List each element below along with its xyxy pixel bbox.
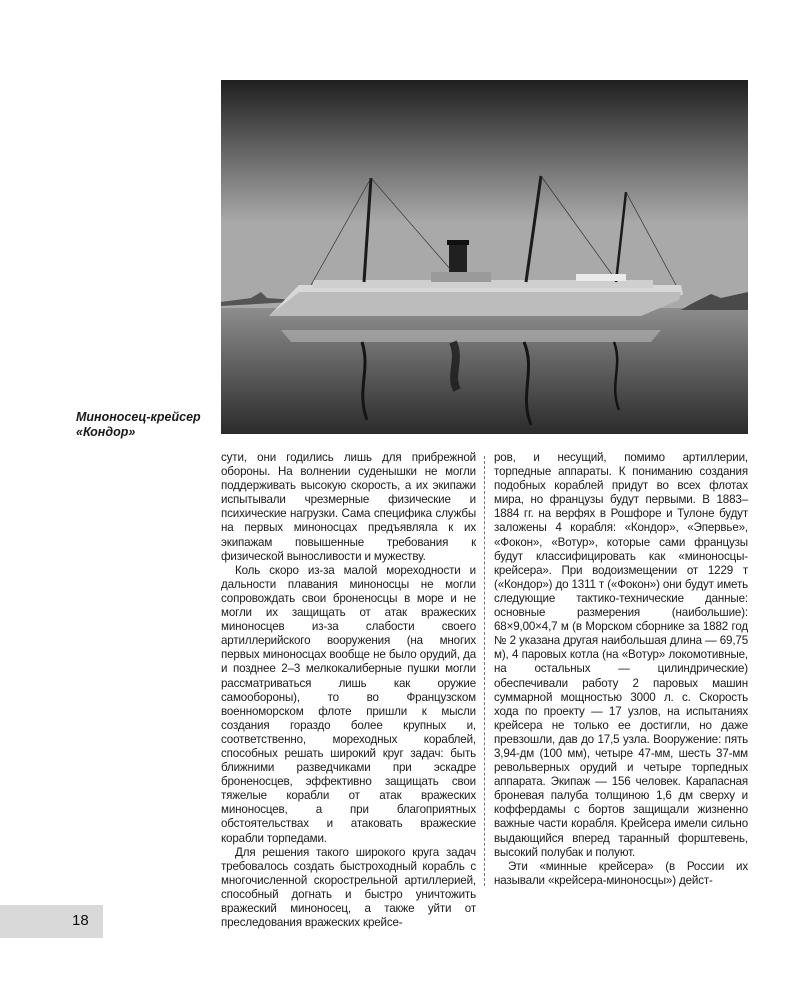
ship-photo xyxy=(221,80,748,434)
text-column-right xyxy=(494,451,748,888)
paragraph: Для решения такого широкого круга задач требовалось создать быстроходный корабль с многочисленной скорострельной артиллерией, способный догнать и быстро уничтожить вражеский миноносец, а также уйти от преследования вражеских крейсе- xyxy=(221,845,476,930)
page-number: 18 xyxy=(72,912,89,929)
photo-caption xyxy=(76,410,216,440)
paragraph: Эти «минные крейсера» (в России их называли «крейсера-миноносцы») дейст- xyxy=(494,859,748,887)
column-divider xyxy=(484,456,485,886)
paragraph: ров, и несущий, помимо артиллерии, торпедные аппараты. К пониманию создания подобных кораблей придут во всех флотах мира, но французы будут первыми. В 1883–1884 гг. на верфях в Рошфоре и Тулоне будут заложены 4 корабля: «Кондор», «Эпервье», «Фокон», «Вотур», которые сами французы будут классифицировать как «миноносцы-крейсера». При водоизмещении от 1229 т («Кондор») до 1311 т («Фокон») они будут иметь следующие тактико-технические данные: основные размерения (наибольшие): 68×9,00×4,7 м (в Морском сборнике за 1882 год № 2 указана другая наибольшая длина — 69,75 м), 4 паровых котла (на «Вотур» локомотивные, на остальных — цилиндрические) обеспечивали работу 2 паровых машин суммарной мощностью 3000 л. с. Скорость хода по проекту — 17 узлов, на испытаниях крейсера не только ее достигли, но даже превзошли, дав до 17,5 узла. Вооружение: пять 3,94-дм (100 мм), четыре 47-мм, шесть 37-мм револьверных орудий и четыре торпедных аппарата. Экипаж — 156 человек. Карапасная броневая палуба толщиною 1,6 дм сверху и коффердамы с бортов защищали жизненно важные части корабля. Крейсера имели сильно выдающийся вперед таранный форштевень, высокий полубак и полуют. xyxy=(494,451,748,859)
caption-line-1: Миноносец-крейсер xyxy=(76,410,201,424)
caption-line-2: «Кондор» xyxy=(76,425,136,439)
text-column-left xyxy=(221,451,476,930)
paragraph: Коль скоро из-за малой мореходности и дальности плавания миноносцы не могли сопровождать свои броненосцы в море и не могли их защищать от атак вражеских миноносцев из-за слабости своего артиллерийского вооружения (на многих первых миноносцах вообще не было орудий, да и позднее 2–3 мелкокалиберные пушки могли рассматриваться лишь как оружие самообороны), то во Французском военноморском флоте пришли к мысли создания гораздо более крупных и, соответственно, мореходных кораблей, способных решать широкий круг задач: быть ближними разведчиками при эскадре броненосцев, эффективно защищать свои тяжелые корабли от атак вражеских миноносцев, а при благоприятных обстоятельствах и атаковать вражеские корабли торпедами. xyxy=(221,563,476,845)
paragraph: сути, они годились лишь для прибрежной обороны. На волнении суденышки не могли поддерживать высокую скорость, а их экипажи испытывали чрезмерные физические и психические нагрузки. Сама специфика службы на первых миноносцах предъявляла к их экипажам повышенные требования к физической выносливости и мужеству. xyxy=(221,451,476,563)
